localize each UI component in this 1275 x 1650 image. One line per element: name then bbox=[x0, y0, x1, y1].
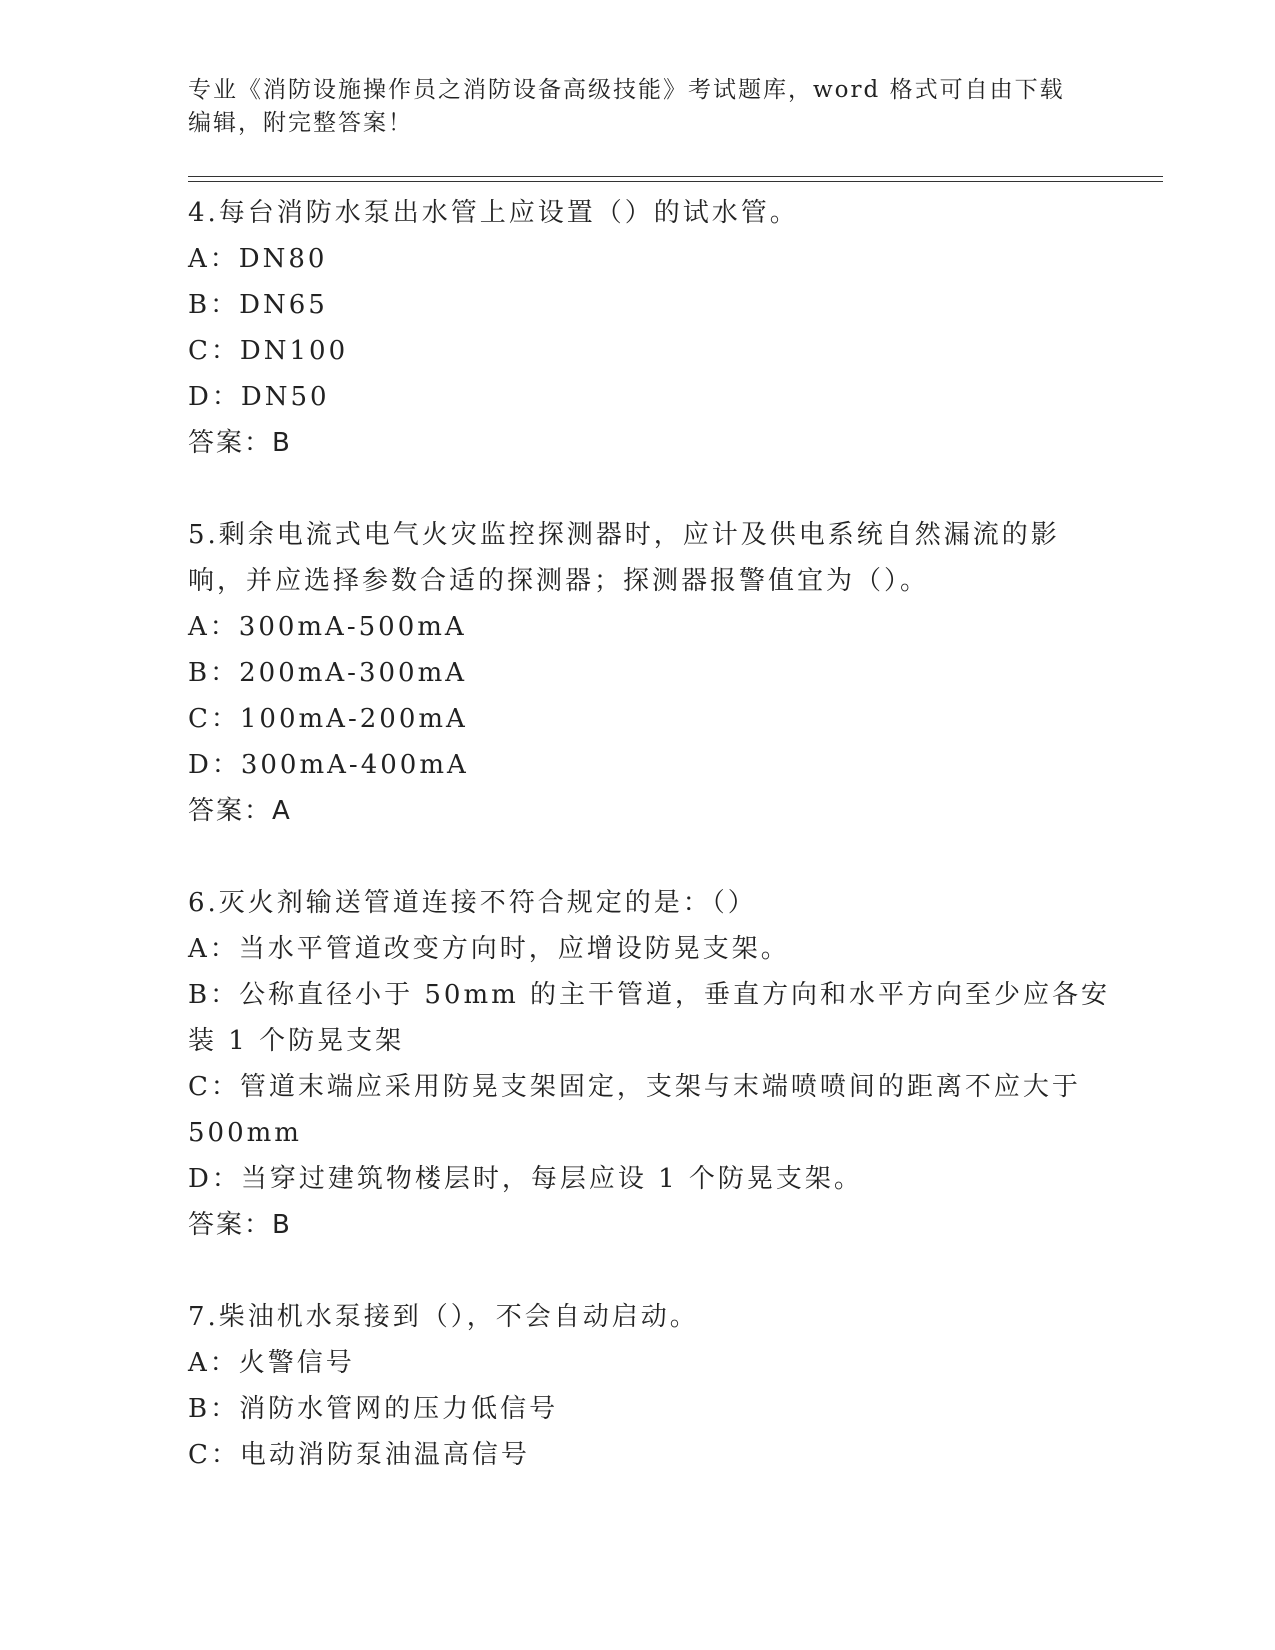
option-b: B：消防水管网的压力低信号 bbox=[188, 1394, 559, 1424]
question-stem-continued: 响，并应选择参数合适的探测器；探测器报警值宜为（）。 bbox=[188, 566, 930, 596]
option-b: B：公称直径小于 50mm 的主干管道，垂直方向和水平方向至少应各安 bbox=[188, 980, 1111, 1010]
option-a: A：火警信号 bbox=[188, 1348, 355, 1378]
option-a: A：DN80 bbox=[188, 244, 328, 274]
answer-text: 答案：A bbox=[188, 796, 292, 826]
option-a: A：300mA-500mA bbox=[188, 612, 467, 642]
option-a: A：当水平管道改变方向时，应增设防晃支架。 bbox=[188, 934, 790, 964]
question-stem: 5.剩余电流式电气火灾监控探测器时，应计及供电系统自然漏流的影 bbox=[188, 520, 1060, 550]
option-d: D：DN50 bbox=[188, 382, 330, 412]
answer-text: 答案：B bbox=[188, 1210, 292, 1240]
option-c: C：DN100 bbox=[188, 336, 349, 366]
header-rule-bottom bbox=[188, 181, 1163, 182]
option-c: C：100mA-200mA bbox=[188, 704, 468, 734]
document-header: 专业《消防设施操作员之消防设备高级技能》考试题库，word 格式可自由下载编辑，附完整答案！ bbox=[188, 77, 1065, 136]
question-6 bbox=[188, 880, 1111, 1248]
option-b: B：DN65 bbox=[188, 290, 328, 320]
option-b-continued: 装 1 个防晃支架 bbox=[188, 1026, 405, 1056]
option-c: C：电动消防泵油温高信号 bbox=[188, 1440, 530, 1470]
answer-text: 答案：B bbox=[188, 428, 292, 458]
question-list bbox=[188, 190, 1111, 1524]
option-b: B：200mA-300mA bbox=[188, 658, 468, 688]
question-7 bbox=[188, 1294, 1088, 1478]
option-c-continued: 500mm bbox=[188, 1118, 302, 1148]
question-4 bbox=[188, 190, 1088, 466]
question-5 bbox=[188, 512, 1088, 834]
question-stem: 7.柴油机水泵接到（），不会自动启动。 bbox=[188, 1302, 699, 1332]
option-d: D：300mA-400mA bbox=[188, 750, 469, 780]
option-d: D：当穿过建筑物楼层时，每层应设 1 个防晃支架。 bbox=[188, 1164, 863, 1194]
question-stem: 6.灭火剂输送管道连接不符合规定的是：（） bbox=[188, 888, 757, 918]
option-c: C：管道末端应采用防晃支架固定，支架与末端喷喷间的距离不应大于 bbox=[188, 1072, 1081, 1102]
question-stem: 4.每台消防水泵出水管上应设置（）的试水管。 bbox=[188, 198, 799, 228]
header-rule-top bbox=[188, 176, 1163, 177]
